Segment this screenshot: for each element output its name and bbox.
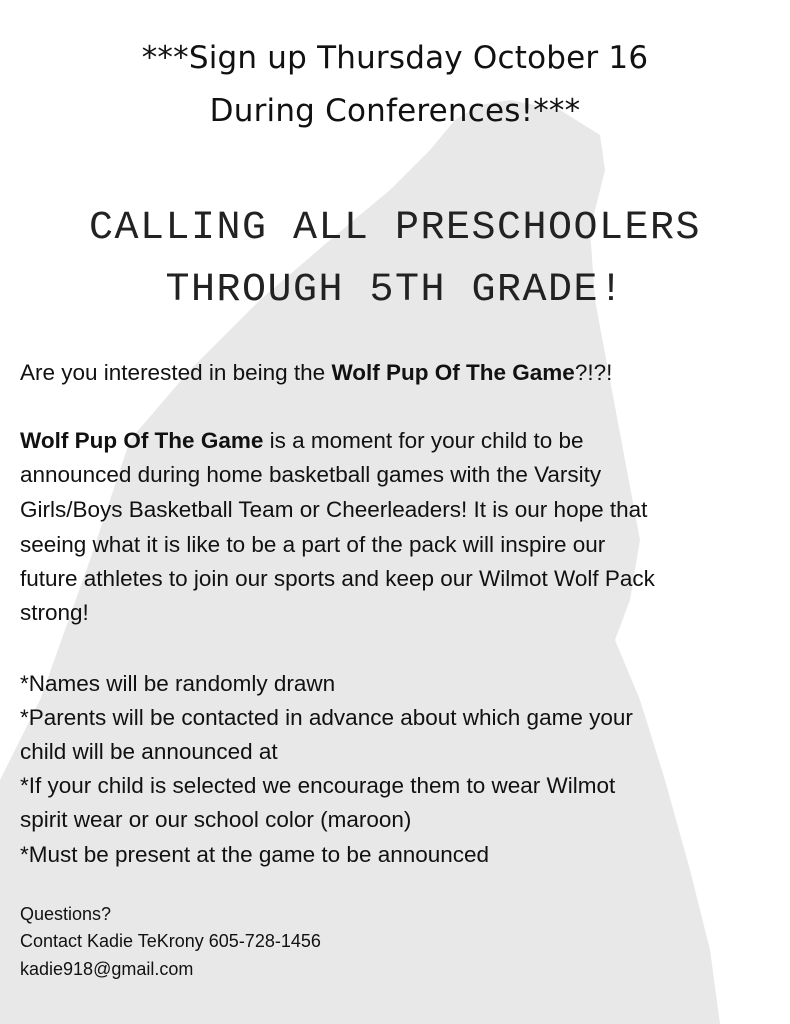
intro-pre: Are you interested in being the <box>20 360 332 385</box>
description-line-4: seeing what it is like to be a part of the pack will inspire our <box>20 532 606 557</box>
description-line-6: strong! <box>20 600 89 625</box>
intro-text <box>20 360 612 386</box>
contact-email: kadie918@gmail.com <box>20 959 194 979</box>
description-line-3: Girls/Boys Basketball Team or Cheerleaders! It is our hope that <box>20 497 648 522</box>
heading-line-2: THROUGH 5TH GRADE! <box>165 268 625 313</box>
note-line: child will be announced at <box>20 739 278 764</box>
note-line: *Must be present at the game to be announced <box>20 842 490 867</box>
intro-post: ?!?! <box>574 360 613 385</box>
note-line: *If your child is selected we encourage them to wear Wilmot <box>20 773 616 798</box>
note-line: *Parents will be contacted in advance about which game your <box>20 705 633 730</box>
note-line: spirit wear or our school color (maroon) <box>20 807 412 832</box>
signup-line-2: During Conferences!*** <box>209 93 581 129</box>
description-text: is a moment for your child to be <box>263 428 584 453</box>
description-line-1 <box>20 428 584 454</box>
heading-line-1: CALLING ALL PRESCHOOLERS <box>88 206 702 251</box>
note-line: *Names will be randomly drawn <box>20 671 336 696</box>
description-bold: Wolf Pup Of The Game <box>20 428 264 453</box>
description-line-2: announced during home basketball games with the Varsity <box>20 462 602 487</box>
questions-label: Questions? <box>20 904 112 924</box>
signup-line-1: ***Sign up Thursday October 16 <box>141 40 649 76</box>
contact-name-phone: Contact Kadie TeKrony 605-728-1456 <box>20 931 321 951</box>
description-line-5: future athletes to join our sports and keep our Wilmot Wolf Pack <box>20 566 655 591</box>
intro-bold: Wolf Pup Of The Game <box>331 360 575 385</box>
